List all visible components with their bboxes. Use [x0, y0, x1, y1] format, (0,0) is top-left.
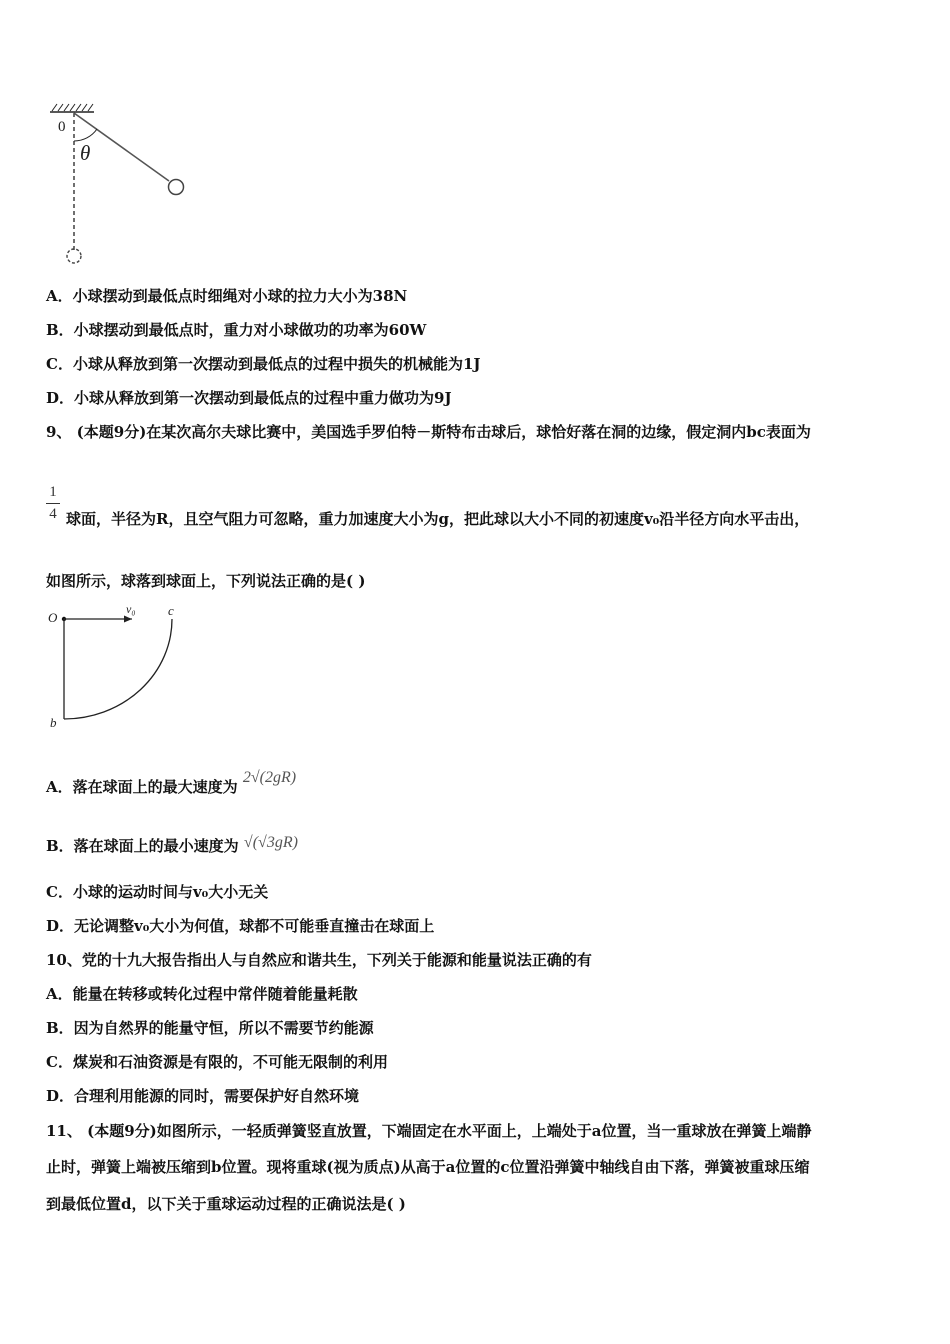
arrow-head — [124, 616, 132, 623]
q10-stem: 10、党的十九大报告指出人与自然应和谐共生，下列关于能源和能量说法正确的有 — [46, 951, 592, 969]
q8-option-d: D．小球从释放到第一次摆动到最低点的过程中重力做功为9J — [46, 389, 452, 407]
v0-label: v₀ — [126, 602, 136, 616]
fraction-numerator: 1 — [49, 484, 57, 500]
min-speed-formula: √(√3gR) — [243, 834, 298, 851]
golf-hole-figure — [44, 600, 194, 735]
q9-option-a-text: A．落在球面上的最大速度为 — [46, 778, 238, 796]
ceiling-hatch — [52, 104, 93, 111]
q11-stem-line1: 11、 (本题9分)如图所示，一轻质弹簧竖直放置，下端固定在水平面上，上端处于a位置，当一重球放在弹簧上端静 — [46, 1122, 812, 1140]
ball — [169, 180, 184, 195]
pendulum-figure — [44, 100, 194, 270]
q8-option-c: C．小球从释放到第一次摆动到最低点的过程中损失的机械能为1J — [46, 355, 481, 373]
q9-option-d: D．无论调整v₀大小为何值，球都不可能垂直撞击在球面上 — [46, 917, 435, 935]
quarter-sphere-arc — [64, 619, 172, 719]
q9-stem-line2: 球面，半径为R，且空气阻力可忽略，重力加速度大小为g，把此球以大小不同的初速度v₀沿半径方向水平击出， — [66, 510, 810, 528]
q9-stem-line1: 9、 (本题9分)在某次高尔夫球比赛中，美国选手罗伯特－斯特布击球后，球恰好落在洞的边缘，假定洞内bc表面为 — [46, 423, 811, 441]
point-c-label: c — [168, 603, 174, 618]
q8-option-b: B．小球摆动到最低点时，重力对小球做功的功率为60W — [46, 321, 427, 339]
q8-option-a: A．小球摆动到最低点时细绳对小球的拉力大小为38N — [46, 287, 408, 305]
point-o-label: O — [48, 610, 58, 625]
ball-lowest-dashed — [67, 249, 81, 263]
q11-stem-line3: 到最低位置d，以下关于重球运动过程的正确说法是( ) — [46, 1195, 406, 1213]
q9-option-c: C．小球的运动时间与v₀大小无关 — [46, 883, 269, 901]
pivot-label: 0 — [58, 119, 66, 135]
q11-stem-line2: 止时，弹簧上端被压缩到b位置。现将重球(视为质点)从高于a位置的c位置沿弹簧中轴线自由下落，弹簧被重球压缩 — [46, 1158, 810, 1176]
angle-arc — [74, 129, 97, 141]
max-speed-formula: 2√(2gR) — [242, 769, 297, 786]
quarter-fraction — [46, 484, 60, 523]
q9-option-b-text: B．落在球面上的最小速度为 — [46, 837, 239, 855]
q9-option-a — [46, 769, 297, 798]
q9-option-b — [46, 836, 298, 857]
angle-label: θ — [80, 141, 91, 165]
point-b-label: b — [50, 715, 57, 730]
q10-option-c: C．煤炭和石油资源是有限的，不可能无限制的利用 — [46, 1053, 388, 1071]
fraction-bar — [46, 503, 60, 504]
fraction-denominator: 4 — [49, 506, 57, 522]
q10-option-a: A．能量在转移或转化过程中常伴随着能量耗散 — [46, 985, 358, 1003]
q10-option-d: D．合理利用能源的同时，需要保护好自然环境 — [46, 1087, 360, 1105]
q10-option-b: B．因为自然界的能量守恒，所以不需要节约能源 — [46, 1019, 374, 1037]
q9-stem-line3: 如图所示，球落到球面上，下列说法正确的是( ) — [46, 572, 366, 590]
